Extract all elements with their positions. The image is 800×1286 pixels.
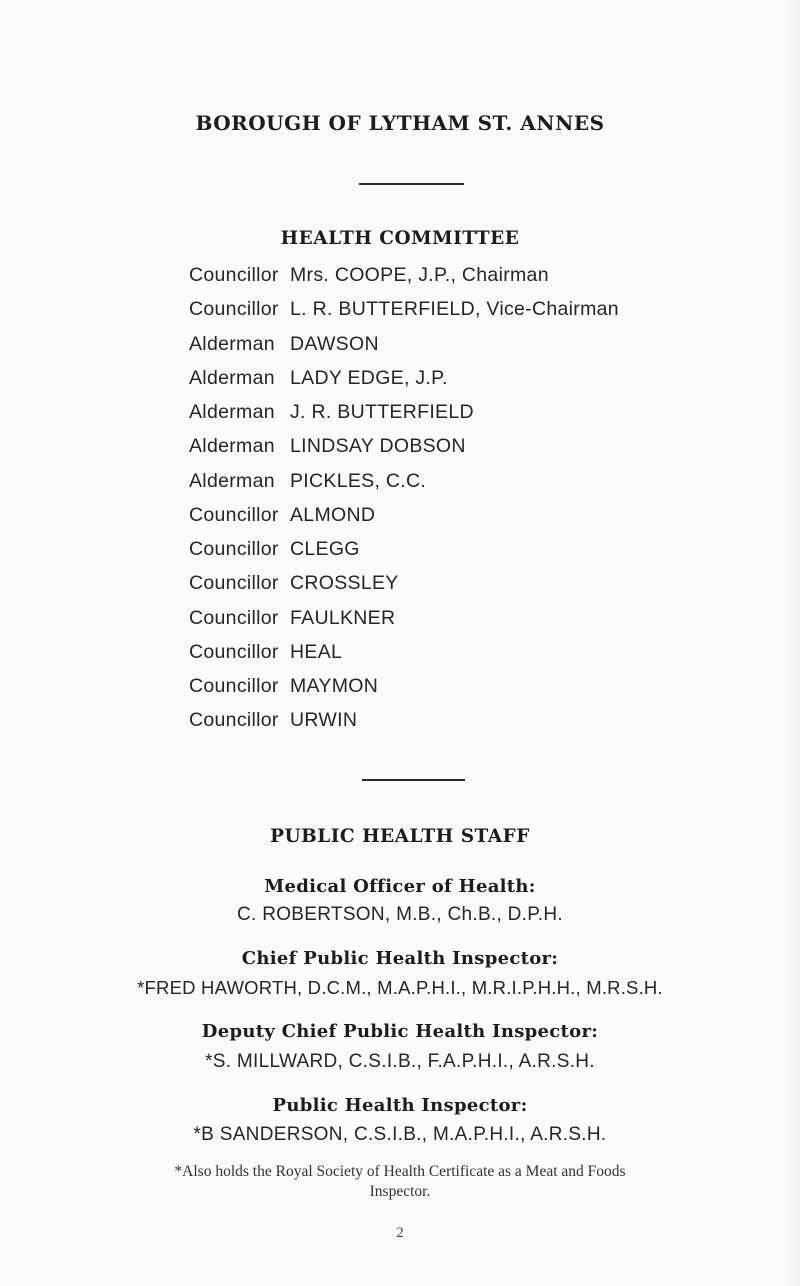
member-name: CLEGG <box>290 538 360 560</box>
committee-member <box>189 264 549 287</box>
member-name: CROSSLEY <box>290 572 399 594</box>
member-name: PICKLES, C.C. <box>290 470 427 492</box>
member-role: Alderman <box>189 333 275 355</box>
member-role: Councillor <box>189 675 279 697</box>
committee-member <box>189 435 466 458</box>
member-role: Alderman <box>189 401 275 423</box>
post-holder: *B SANDERSON, C.S.I.B., M.A.P.H.I., A.R.S.H. <box>193 1124 607 1145</box>
member-role: Alderman <box>189 435 275 457</box>
member-role: Councillor <box>189 572 279 594</box>
divider-rule <box>362 779 465 781</box>
member-name: LADY EDGE, J.P. <box>290 367 448 389</box>
member-name: Mrs. COOPE, J.P., Chairman <box>290 264 549 286</box>
post-title: Deputy Chief Public Health Inspector: <box>201 1021 599 1042</box>
committee-member <box>189 572 399 595</box>
post-title: Public Health Inspector: <box>272 1095 528 1116</box>
post-title: Medical Officer of Health: <box>264 876 536 897</box>
committee-member <box>189 709 357 732</box>
committee-member <box>189 675 378 698</box>
page-edge-shadow <box>786 0 800 1286</box>
committee-member <box>189 538 360 561</box>
committee-member <box>189 333 379 356</box>
committee-member <box>189 367 448 390</box>
footnote-line: *Also holds the Royal Society of Health Certificate as a Meat and Foods <box>174 1163 626 1180</box>
committee-member <box>189 607 395 630</box>
member-name: J. R. BUTTERFIELD <box>290 401 474 423</box>
member-name: FAULKNER <box>290 607 396 629</box>
member-role: Councillor <box>189 538 279 560</box>
committee-member <box>189 641 342 664</box>
committee-member <box>189 504 375 527</box>
member-role: Councillor <box>189 641 279 663</box>
member-name: MAYMON <box>290 675 379 697</box>
footnote-line: Inspector. <box>369 1183 431 1200</box>
post-holder: *FRED HAWORTH, D.C.M., M.A.P.H.I., M.R.I.P.H.H., M.R.S.H. <box>137 977 663 998</box>
member-name: L. R. BUTTERFIELD, Vice-Chairman <box>290 298 619 320</box>
committee-member <box>189 470 426 493</box>
committee-heading: HEALTH COMMITTEE <box>280 228 520 249</box>
page-number: 2 <box>396 1225 404 1241</box>
footnote <box>0 1162 800 1202</box>
member-role: Alderman <box>189 367 275 389</box>
post-holder: *S. MILLWARD, C.S.I.B., F.A.P.H.I., A.R.S.H. <box>205 1051 595 1072</box>
member-name: ALMOND <box>290 504 376 526</box>
committee-member <box>189 401 474 424</box>
member-role: Councillor <box>189 709 279 731</box>
member-name: URWIN <box>290 709 358 731</box>
document-title: BOROUGH OF LYTHAM ST. ANNES <box>195 111 605 135</box>
member-role: Alderman <box>189 470 275 492</box>
member-role: Councillor <box>189 264 279 286</box>
divider-rule <box>359 183 464 185</box>
member-name: HEAL <box>290 641 343 663</box>
member-role: Councillor <box>189 607 279 629</box>
staff-heading: PUBLIC HEALTH STAFF <box>270 826 530 847</box>
member-name: DAWSON <box>290 333 379 355</box>
committee-member <box>189 298 619 321</box>
member-name: LINDSAY DOBSON <box>290 435 466 457</box>
member-role: Councillor <box>189 298 279 320</box>
post-title: Chief Public Health Inspector: <box>241 948 559 969</box>
post-holder: C. ROBERTSON, M.B., Ch.B., D.P.H. <box>237 904 563 925</box>
member-role: Councillor <box>189 504 279 526</box>
